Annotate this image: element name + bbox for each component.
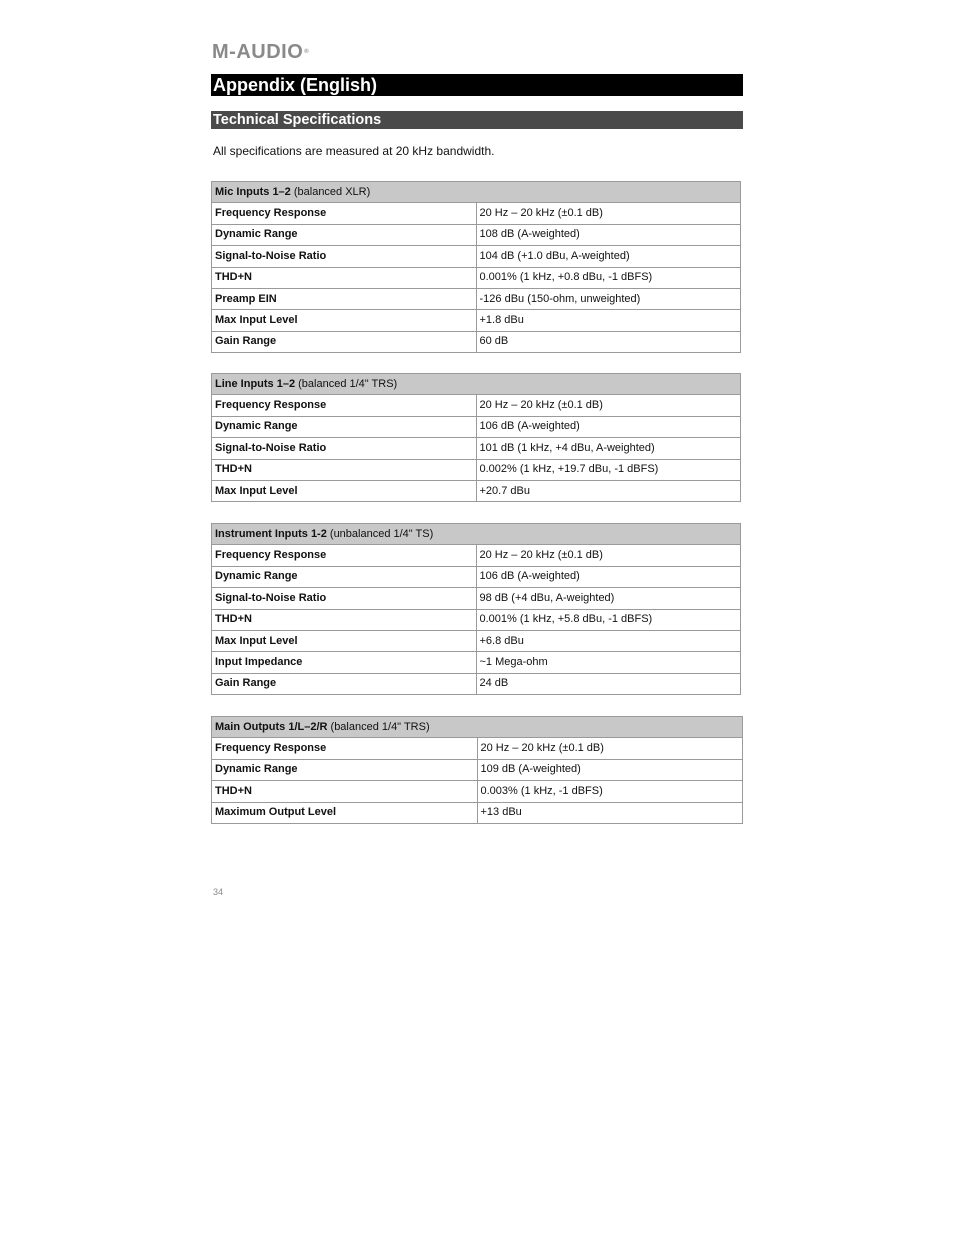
spec-value: +20.7 dBu	[476, 480, 741, 501]
table-header-cell	[212, 524, 741, 545]
spec-label: Input Impedance	[212, 652, 477, 673]
table-row	[212, 609, 741, 630]
spec-value: 0.001% (1 kHz, +0.8 dBu, -1 dBFS)	[476, 267, 741, 288]
spec-value: 20 Hz – 20 kHz (±0.1 dB)	[476, 203, 741, 224]
table-row	[212, 759, 743, 780]
table-row	[212, 267, 741, 288]
spec-label: Frequency Response	[212, 738, 478, 759]
spec-label: Max Input Level	[212, 480, 477, 501]
table-row	[212, 331, 741, 352]
table-row	[212, 395, 741, 416]
spec-value: 0.001% (1 kHz, +5.8 dBu, -1 dBFS)	[476, 609, 741, 630]
spec-label: Dynamic Range	[212, 566, 477, 587]
table-header-row	[212, 717, 743, 738]
spec-label: THD+N	[212, 609, 477, 630]
table-header-title: Main Outputs 1/L–2/R	[215, 720, 328, 733]
page-title: Appendix (English)	[211, 74, 743, 96]
spec-value: 98 dB (+4 dBu, A-weighted)	[476, 588, 741, 609]
spec-table-instrument-inputs	[211, 523, 741, 695]
table-row	[212, 630, 741, 651]
spec-label: Signal-to-Noise Ratio	[212, 588, 477, 609]
section-title: Technical Specifications	[211, 111, 743, 129]
spec-value: 0.003% (1 kHz, -1 dBFS)	[477, 781, 743, 802]
table-row	[212, 310, 741, 331]
table-row	[212, 416, 741, 437]
spec-label: Frequency Response	[212, 395, 477, 416]
table-row	[212, 459, 741, 480]
table-row	[212, 480, 741, 501]
table-row	[212, 288, 741, 309]
spec-label: Max Input Level	[212, 310, 477, 331]
table-header-note: (unbalanced 1/4" TS)	[326, 527, 434, 540]
table-header-title: Mic Inputs 1–2	[215, 185, 291, 198]
table-row	[212, 438, 741, 459]
spec-value: 106 dB (A-weighted)	[476, 416, 741, 437]
spec-label: Frequency Response	[212, 203, 477, 224]
table-row	[212, 246, 741, 267]
spec-value: +1.8 dBu	[476, 310, 741, 331]
spec-table-main-outputs	[211, 716, 743, 824]
spec-value: 106 dB (A-weighted)	[476, 566, 741, 587]
table-header-note: (balanced 1/4" TRS)	[295, 377, 398, 390]
spec-value: 109 dB (A-weighted)	[477, 759, 743, 780]
spec-label: Frequency Response	[212, 545, 477, 566]
table-row	[212, 566, 741, 587]
spec-value: 20 Hz – 20 kHz (±0.1 dB)	[476, 545, 741, 566]
table-row	[212, 545, 741, 566]
table-header-note: (balanced 1/4" TRS)	[327, 720, 430, 733]
spec-label: Max Input Level	[212, 630, 477, 651]
spec-value: 60 dB	[476, 331, 741, 352]
spec-label: Gain Range	[212, 331, 477, 352]
table-header-cell	[212, 374, 741, 395]
spec-value: 0.002% (1 kHz, +19.7 dBu, -1 dBFS)	[476, 459, 741, 480]
table-row	[212, 673, 741, 694]
brand-logo	[212, 42, 309, 62]
spec-value: 104 dB (+1.0 dBu, A-weighted)	[476, 246, 741, 267]
spec-label: Signal-to-Noise Ratio	[212, 438, 477, 459]
spec-value: 24 dB	[476, 673, 741, 694]
spec-value: -126 dBu (150-ohm, unweighted)	[476, 288, 741, 309]
spec-table-line-inputs	[211, 373, 741, 502]
spec-table-mic-inputs	[211, 181, 741, 353]
page-number: 34	[213, 887, 224, 897]
brand-logo-text: M-AUDIO	[212, 41, 304, 63]
spec-label: THD+N	[212, 781, 478, 802]
table-header-title: Instrument Inputs 1-2	[215, 527, 327, 540]
spec-value: 101 dB (1 kHz, +4 dBu, A-weighted)	[476, 438, 741, 459]
spec-value: 20 Hz – 20 kHz (±0.1 dB)	[477, 738, 743, 759]
spec-label: Signal-to-Noise Ratio	[212, 246, 477, 267]
spec-label: Preamp EIN	[212, 288, 477, 309]
spec-label: Gain Range	[212, 673, 477, 694]
spec-label: THD+N	[212, 267, 477, 288]
spec-label: Dynamic Range	[212, 416, 477, 437]
table-header-row	[212, 182, 741, 203]
table-row	[212, 588, 741, 609]
table-row	[212, 224, 741, 245]
spec-label: THD+N	[212, 459, 477, 480]
spec-value: +6.8 dBu	[476, 630, 741, 651]
table-row	[212, 652, 741, 673]
table-header-cell	[212, 717, 743, 738]
spec-value: +13 dBu	[477, 802, 743, 823]
spec-label: Dynamic Range	[212, 759, 478, 780]
table-row	[212, 738, 743, 759]
spec-value: 108 dB (A-weighted)	[476, 224, 741, 245]
spec-label: Dynamic Range	[212, 224, 477, 245]
table-header-note: (balanced XLR)	[290, 185, 371, 198]
table-row	[212, 802, 743, 823]
table-header-row	[212, 524, 741, 545]
spec-value: 20 Hz – 20 kHz (±0.1 dB)	[476, 395, 741, 416]
table-header-row	[212, 374, 741, 395]
spec-value: ~1 Mega-ohm	[476, 652, 741, 673]
table-row	[212, 203, 741, 224]
intro-text: All specifications are measured at 20 kHz bandwidth.	[213, 144, 495, 158]
spec-label: Maximum Output Level	[212, 802, 478, 823]
table-header-title: Line Inputs 1–2	[215, 377, 296, 390]
table-row	[212, 781, 743, 802]
table-header-cell	[212, 182, 741, 203]
registered-mark: ®	[304, 49, 310, 55]
